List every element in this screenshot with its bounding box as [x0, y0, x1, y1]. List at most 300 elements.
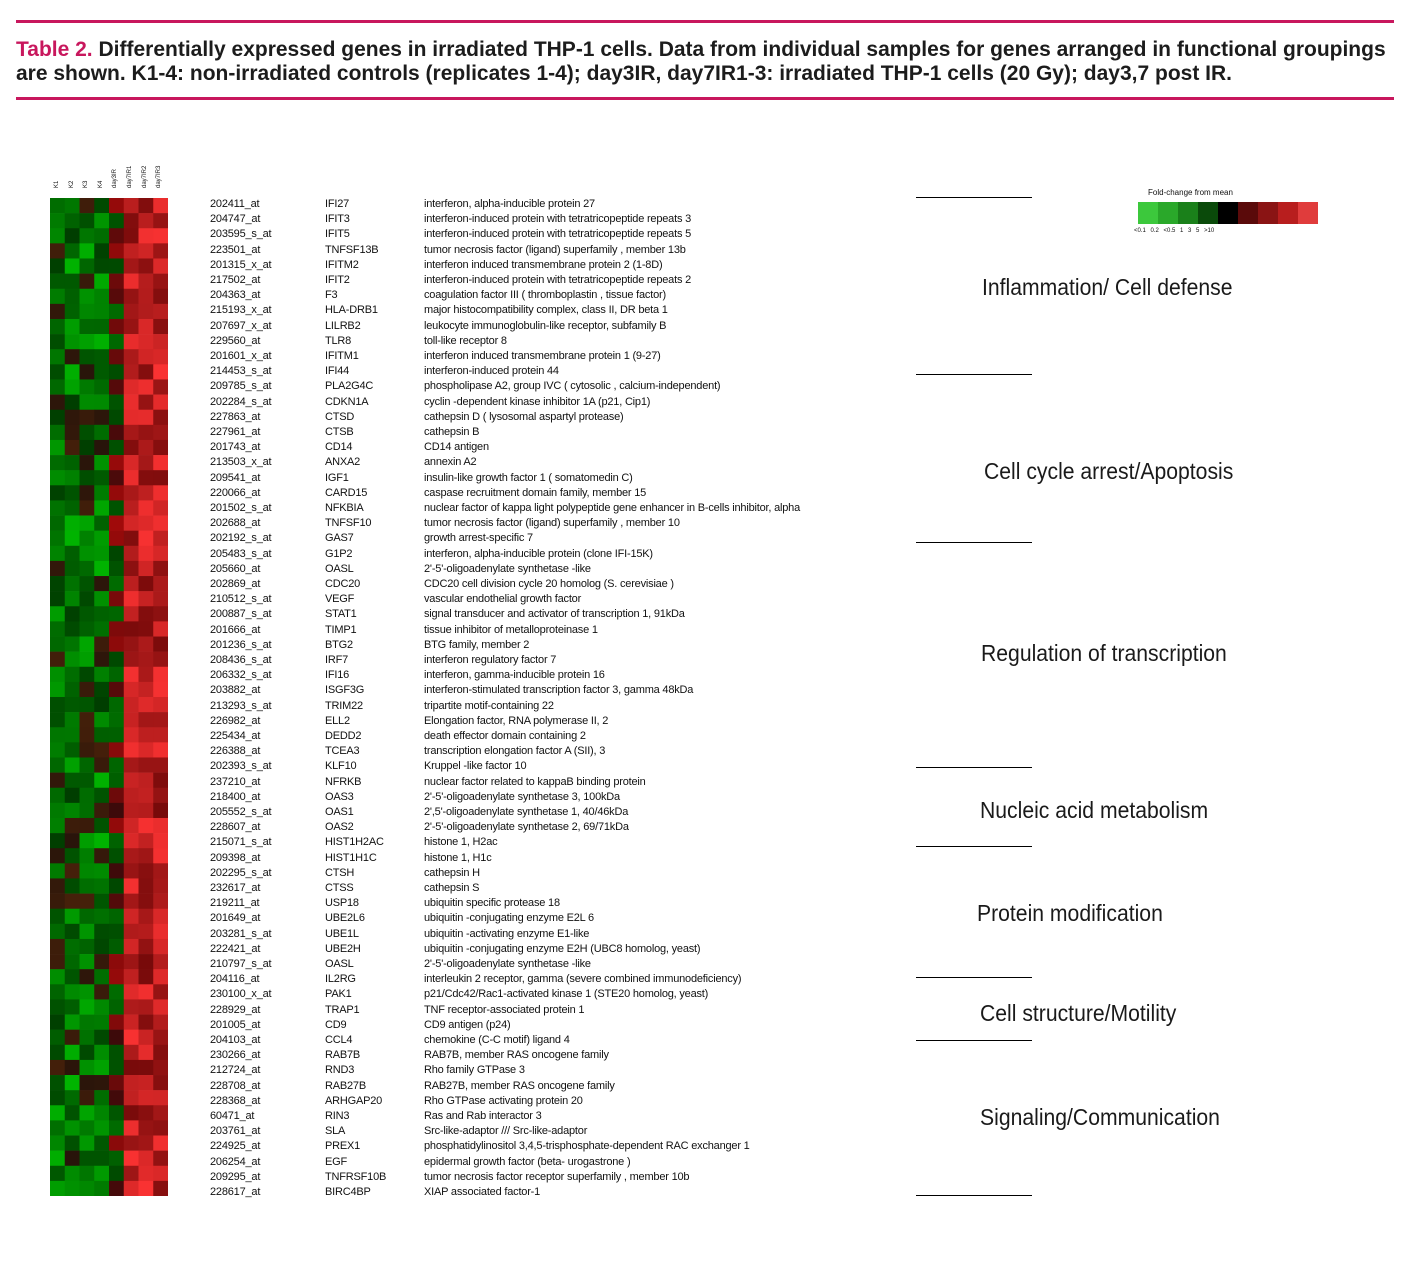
heatmap-cell: [80, 576, 95, 591]
heatmap-cell: [50, 1181, 65, 1196]
heatmap-cell: [109, 667, 124, 682]
heatmap-cell: [139, 364, 154, 379]
gene-symbol: GAS7: [325, 532, 354, 545]
heatmap-cell: [65, 228, 80, 243]
gene-probe-id: 229560_at: [210, 334, 261, 347]
heatmap-cell: [65, 1060, 80, 1075]
heatmap-cell: [124, 682, 139, 697]
gene-probe-id: 206254_at: [210, 1155, 261, 1168]
heatmap-cell: [109, 909, 124, 924]
heatmap-cell: [139, 712, 154, 727]
heatmap-cell: [94, 258, 109, 273]
heatmap-cell: [94, 1030, 109, 1045]
sample-label: day7IR2: [141, 165, 148, 188]
heatmap-cell: [139, 395, 154, 410]
heatmap-cell: [124, 606, 139, 621]
heatmap-cell: [65, 334, 80, 349]
heatmap-cell: [94, 516, 109, 531]
heatmap-cell: [50, 455, 65, 470]
gene-description: cathepsin B: [424, 426, 480, 438]
heatmap-cell: [109, 561, 124, 576]
heatmap-cell: [153, 1090, 168, 1105]
heatmap-cell: [139, 637, 154, 652]
gene-symbol: IFI27: [325, 198, 350, 210]
heatmap-cell: [50, 969, 65, 984]
legend-title: Fold-change from mean: [1148, 188, 1233, 197]
gene-description: TNF receptor-associated protein 1: [424, 1003, 585, 1016]
heatmap-cell: [50, 727, 65, 742]
gene-description: leukocyte immunoglobulin-like receptor, subfamily B: [424, 319, 667, 332]
heatmap-cell: [124, 742, 139, 757]
heatmap-cell: [124, 999, 139, 1014]
heatmap-cell: [153, 591, 168, 606]
heatmap-cell: [109, 349, 124, 364]
heatmap-cell: [109, 894, 124, 909]
heatmap-cell: [94, 652, 109, 667]
gene-probe-id: 228368_at: [210, 1094, 261, 1107]
heatmap-cell: [124, 213, 139, 228]
heatmap-cell: [65, 425, 80, 440]
heatmap-cell: [153, 727, 168, 742]
heatmap-cell: [50, 213, 65, 228]
heatmap-cell: [80, 833, 95, 848]
gene-symbol: IL2RG: [325, 973, 356, 986]
heatmap-cell: [124, 894, 139, 909]
gene-probe-id: 200887_s_at: [210, 608, 272, 621]
heatmap-cell: [50, 667, 65, 682]
heatmap-cell: [65, 1015, 80, 1030]
gene-symbol: IFIT3: [325, 213, 350, 226]
heatmap-cell: [50, 939, 65, 954]
heatmap-cell: [153, 833, 168, 848]
heatmap-cell: [50, 395, 65, 410]
gene-probe-id: 202688_at: [210, 517, 261, 530]
gene-description: insulin-like growth factor 1 ( somatomedin C): [424, 471, 633, 484]
heatmap-cell: [50, 788, 65, 803]
gene-symbol: TRAP1: [325, 1003, 360, 1016]
heatmap-cell: [94, 894, 109, 909]
gene-probe-id: 202295_s_at: [210, 866, 272, 879]
gene-description: phospholipase A2, group IVC ( cytosolic , calcium-independent): [424, 380, 721, 393]
gene-symbol: PAK1: [325, 988, 352, 1001]
heatmap-cell: [139, 803, 154, 818]
gene-symbol: IFITM2: [325, 258, 359, 271]
gene-symbol: CTSS: [325, 882, 354, 894]
heatmap-cell: [109, 606, 124, 621]
group-separator: [916, 1195, 1032, 1196]
heatmap-cell: [124, 531, 139, 546]
gene-description: signal transducer and activator of transcription 1, 91kDa: [424, 608, 685, 621]
gene-description: tripartite motif-containing 22: [424, 699, 554, 712]
heatmap-cell: [94, 667, 109, 682]
heatmap-cell: [50, 894, 65, 909]
heatmap-cell: [109, 364, 124, 379]
heatmap-cell: [124, 924, 139, 939]
heatmap-cell: [109, 1045, 124, 1060]
gene-description: chemokine (C-C motif) ligand 4: [424, 1034, 570, 1046]
heatmap-cell: [65, 1045, 80, 1060]
gene-description: tumor necrosis factor (ligand) superfamily , member 13b: [424, 243, 686, 256]
heatmap-cell: [80, 561, 95, 576]
gene-description: p21/Cdc42/Rac1-activated kinase 1 (STE20 homolog, yeast): [424, 988, 709, 1001]
heatmap-cell: [124, 1166, 139, 1181]
heatmap-cell: [80, 1060, 95, 1075]
heatmap-cell: [124, 485, 139, 500]
heatmap-cell: [80, 1075, 95, 1090]
heatmap-cell: [109, 379, 124, 394]
heatmap-cell: [109, 742, 124, 757]
gene-symbol: DEDD2: [325, 730, 362, 742]
gene-symbol: CTSB: [325, 426, 354, 438]
heatmap-cell: [80, 1151, 95, 1166]
heatmap-cell: [80, 319, 95, 334]
gene-description: Ras and Rab interactor 3: [424, 1110, 542, 1122]
heatmap-cell: [109, 1015, 124, 1030]
heatmap-cell: [80, 455, 95, 470]
heatmap-cell: [80, 440, 95, 455]
sample-label: K1: [54, 180, 60, 188]
heatmap-cell: [124, 1105, 139, 1120]
heatmap-cell: [139, 258, 154, 273]
group-label: Nucleic acid metabolism: [980, 797, 1209, 823]
gene-probe-id: 202869_at: [210, 578, 261, 590]
heatmap-cell: [124, 969, 139, 984]
heatmap-cell: [153, 984, 168, 999]
heatmap-cell: [65, 667, 80, 682]
heatmap-cell: [139, 410, 154, 425]
gene-probe-id: 202192_s_at: [210, 532, 272, 545]
heatmap-cell: [65, 440, 80, 455]
heatmap-cell: [139, 878, 154, 893]
heatmap-cell: [109, 1120, 124, 1135]
gene-probe-id: 205483_s_at: [210, 547, 272, 560]
heatmap-cell: [94, 999, 109, 1014]
gene-symbol: RAB7B: [325, 1049, 361, 1062]
heatmap-cell: [65, 878, 80, 893]
heatmap-cell: [124, 470, 139, 485]
heatmap-cell: [153, 546, 168, 561]
heatmap-cell: [153, 742, 168, 757]
sample-label: day7IR1: [127, 165, 133, 188]
gene-probe-id: 207697_x_at: [210, 319, 272, 332]
gene-probe-id: 205660_at: [210, 562, 261, 575]
heatmap-cell: [65, 833, 80, 848]
heatmap-cell: [94, 1120, 109, 1135]
gene-symbol: RIN3: [325, 1110, 350, 1122]
heatmap-cell: [153, 410, 168, 425]
gene-description: Src-like-adaptor /// Src-like-adaptor: [424, 1125, 588, 1138]
heatmap-cell: [109, 198, 124, 213]
heatmap-cell: [124, 757, 139, 772]
heatmap-cell: [50, 1045, 65, 1060]
heatmap-cell: [94, 1015, 109, 1030]
gene-probe-id: 209398_at: [210, 851, 261, 864]
gene-description: 2'-5'-oligoadenylate synthetase -like: [424, 562, 591, 575]
gene-symbol: F3: [325, 289, 338, 302]
gene-probe-id: 203595_s_at: [210, 228, 272, 241]
heatmap-cell: [50, 1151, 65, 1166]
color-scale-legend: [1138, 202, 1318, 224]
heatmap-cell: [50, 1105, 65, 1120]
gene-symbol: RND3: [325, 1064, 355, 1077]
sample-label: K2: [68, 180, 75, 188]
gene-symbol: ELL2: [325, 714, 350, 727]
heatmap-cell: [80, 304, 95, 319]
heatmap-cell: [109, 213, 124, 228]
heatmap-cell: [65, 773, 80, 788]
heatmap-cell: [94, 1151, 109, 1166]
heatmap-cell: [153, 818, 168, 833]
heatmap-cell: [80, 289, 95, 304]
heatmap-cell: [139, 349, 154, 364]
heatmap-cell: [94, 697, 109, 712]
heatmap-cell: [65, 969, 80, 984]
gene-description: 2'-5'-oligoadenylate synthetase 2, 69/71kDa: [424, 821, 629, 834]
heatmap-cell: [109, 1105, 124, 1120]
heatmap-cell: [153, 999, 168, 1014]
group-label: Cell cycle arrest/Apoptosis: [984, 458, 1234, 484]
gene-symbol: BTG2: [325, 638, 353, 651]
heatmap-cell: [50, 379, 65, 394]
heatmap-cell: [80, 485, 95, 500]
gene-probe-id: 228708_at: [210, 1079, 261, 1092]
heatmap-cell: [50, 848, 65, 863]
heatmap-cell: [94, 470, 109, 485]
gene-symbol: CARD15: [325, 486, 368, 499]
heatmap-cell: [65, 546, 80, 561]
heatmap-cell: [153, 1075, 168, 1090]
heatmap-cell: [50, 531, 65, 546]
gene-description: tumor necrosis factor receptor superfamily , member 10b: [424, 1170, 690, 1183]
heatmap-cell: [124, 304, 139, 319]
heatmap-cell: [139, 455, 154, 470]
heatmap-cell: [139, 228, 154, 243]
gene-symbol: RAB27B: [325, 1079, 366, 1092]
gene-probe-id: 201666_at: [210, 623, 261, 636]
gene-symbol: ISGF3G: [325, 684, 365, 697]
gene-probe-id: 210512_s_at: [210, 593, 272, 606]
gene-probe-id: 228617_at: [210, 1186, 261, 1198]
sample-label: day3IR: [112, 168, 119, 188]
heatmap-cell: [139, 818, 154, 833]
heatmap-cell: [65, 1030, 80, 1045]
heatmap-cell: [124, 848, 139, 863]
gene-symbol: LILRB2: [325, 319, 361, 332]
gene-probe-id: 226388_at: [210, 745, 261, 758]
gene-probe-id: 60471_at: [210, 1110, 255, 1122]
gene-symbol: IFI44: [325, 365, 350, 378]
heatmap-cell: [153, 803, 168, 818]
heatmap-cell: [139, 833, 154, 848]
gene-symbol: HIST1H2AC: [325, 836, 384, 849]
heatmap-cell: [80, 1181, 95, 1196]
gene-description: Kruppel -like factor 10: [424, 760, 527, 773]
heatmap-cell: [139, 1075, 154, 1090]
heatmap-cell: [50, 924, 65, 939]
heatmap-cell: [50, 410, 65, 425]
heatmap-cell: [65, 1120, 80, 1135]
heatmap-cell: [109, 984, 124, 999]
heatmap-cell: [80, 682, 95, 697]
heatmap-cell: [153, 1060, 168, 1075]
gene-symbol: IFI16: [325, 669, 350, 682]
gene-symbol: OASL: [325, 958, 354, 970]
heatmap-cell: [94, 803, 109, 818]
heatmap-cell: [109, 939, 124, 954]
heatmap-cell: [80, 258, 95, 273]
heatmap-cell: [94, 727, 109, 742]
heatmap-cell: [80, 757, 95, 772]
heatmap-cell: [50, 425, 65, 440]
heatmap-cell: [153, 334, 168, 349]
heatmap-cell: [124, 1136, 139, 1151]
heatmap-cell: [65, 304, 80, 319]
heatmap-cell: [124, 712, 139, 727]
gene-probe-id: 217502_at: [210, 274, 261, 286]
heatmap-cell: [124, 773, 139, 788]
heatmap-cell: [65, 485, 80, 500]
heatmap-cell: [109, 727, 124, 742]
heatmap-cell: [50, 561, 65, 576]
heatmap-cell: [139, 667, 154, 682]
heatmap-cell: [80, 546, 95, 561]
heatmap-cell: [50, 334, 65, 349]
gene-probe-id: 202284_s_at: [210, 395, 272, 408]
heatmap-cell: [65, 727, 80, 742]
heatmap-cell: [109, 954, 124, 969]
heatmap-cell: [80, 228, 95, 243]
heatmap-cell: [109, 304, 124, 319]
heatmap-cell: [153, 697, 168, 712]
group-separator: [916, 542, 1032, 543]
gene-description: interferon-induced protein with tetratricopeptide repeats 3: [424, 213, 692, 226]
gene-description: Rho GTPase activating protein 20: [424, 1094, 583, 1107]
heatmap-cell: [94, 1181, 109, 1196]
gene-probe-id: 201236_s_at: [210, 638, 272, 651]
legend-ticks: <0.1 0.2 <0.5 1 3 5 >10: [1134, 228, 1215, 234]
top-rule: [16, 20, 1394, 23]
heatmap-cell: [65, 606, 80, 621]
heatmap-cell: [50, 606, 65, 621]
heatmap-cell: [153, 516, 168, 531]
heatmap-cell: [153, 364, 168, 379]
heatmap-cell: [124, 727, 139, 742]
heatmap-cell: [80, 954, 95, 969]
heatmap-cell: [94, 334, 109, 349]
gene-description: histone 1, H2ac: [424, 836, 498, 849]
heatmap-cell: [124, 1030, 139, 1045]
heatmap-cell: [65, 319, 80, 334]
heatmap-cell: [94, 1105, 109, 1120]
heatmap-cell: [65, 1075, 80, 1090]
heatmap-cell: [139, 727, 154, 742]
legend-swatch: [1278, 202, 1298, 224]
gene-probe-id: 209541_at: [210, 471, 261, 484]
gene-probe-id: 202393_s_at: [210, 760, 272, 773]
heatmap-cell: [50, 198, 65, 213]
heatmap-cell: [153, 939, 168, 954]
gene-probe-id: 203761_at: [210, 1125, 261, 1138]
heatmap-cell: [139, 1136, 154, 1151]
heatmap-cell: [124, 833, 139, 848]
heatmap-cell: [94, 561, 109, 576]
heatmap-cell: [153, 395, 168, 410]
heatmap-cell: [153, 757, 168, 772]
gene-description: CDC20 cell division cycle 20 homolog (S. cerevisiae ): [424, 578, 674, 590]
heatmap-cell: [139, 697, 154, 712]
heatmap-cell: [109, 652, 124, 667]
heatmap-cell: [153, 1136, 168, 1151]
heatmap-cell: [65, 712, 80, 727]
gene-description: interferon, alpha-inducible protein 27: [424, 198, 595, 210]
heatmap-cell: [139, 924, 154, 939]
gene-description: nuclear factor related to kappaB binding protein: [424, 775, 646, 788]
heatmap-cell: [80, 999, 95, 1014]
heatmap-cell: [139, 425, 154, 440]
heatmap-cell: [94, 274, 109, 289]
heatmap-cell: [80, 364, 95, 379]
gene-symbol: TNFRSF10B: [325, 1170, 387, 1183]
gene-probe-id: 209785_s_at: [210, 380, 272, 393]
heatmap-cell: [153, 274, 168, 289]
heatmap-cell: [50, 803, 65, 818]
heatmap-cell: [50, 1136, 65, 1151]
heatmap-cell: [139, 546, 154, 561]
heatmap-cell: [80, 198, 95, 213]
heatmap-cell: [80, 894, 95, 909]
gene-description: coagulation factor III ( thromboplastin , tissue factor): [424, 289, 666, 302]
heatmap-cell: [94, 1060, 109, 1075]
heatmap-cell: [109, 455, 124, 470]
heatmap-cell: [139, 213, 154, 228]
heatmap-cell: [139, 1105, 154, 1120]
heatmap-cell: [109, 258, 124, 273]
heatmap-cell: [153, 652, 168, 667]
gene-probe-id: 204116_at: [210, 973, 260, 986]
heatmap-cell: [94, 788, 109, 803]
heatmap-cell: [50, 304, 65, 319]
gene-probe-id: 219211_at: [210, 897, 260, 910]
gene-description: toll-like receptor 8: [424, 334, 507, 347]
heatmap-cell: [109, 470, 124, 485]
heatmap-cell: [109, 1181, 124, 1196]
gene-description: ubiquitin -conjugating enzyme E2H (UBC8 homolog, yeast): [424, 942, 701, 955]
heatmap-cell: [109, 969, 124, 984]
heatmap-cell: [65, 939, 80, 954]
gene-symbol: UBE2L6: [325, 912, 365, 925]
heatmap-cell: [50, 984, 65, 999]
heatmap-cell: [65, 500, 80, 515]
gene-probe-id: 214453_s_at: [210, 365, 272, 378]
heatmap-cell: [65, 924, 80, 939]
heatmap-cell: [109, 621, 124, 636]
heatmap-cell: [153, 455, 168, 470]
heatmap-cell: [94, 364, 109, 379]
gene-symbol: TIMP1: [325, 623, 357, 636]
heatmap-cell: [65, 909, 80, 924]
heatmap-cell: [124, 621, 139, 636]
heatmap-cell: [139, 379, 154, 394]
heatmap-cell: [124, 803, 139, 818]
heatmap-cell: [139, 516, 154, 531]
heatmap-cell: [124, 561, 139, 576]
gene-description: BTG family, member 2: [424, 638, 530, 651]
heatmap-cell: [65, 803, 80, 818]
legend-swatch: [1218, 202, 1238, 224]
gene-symbol: CD9: [325, 1018, 347, 1031]
heatmap-cell: [94, 818, 109, 833]
heatmap-cell: [153, 576, 168, 591]
